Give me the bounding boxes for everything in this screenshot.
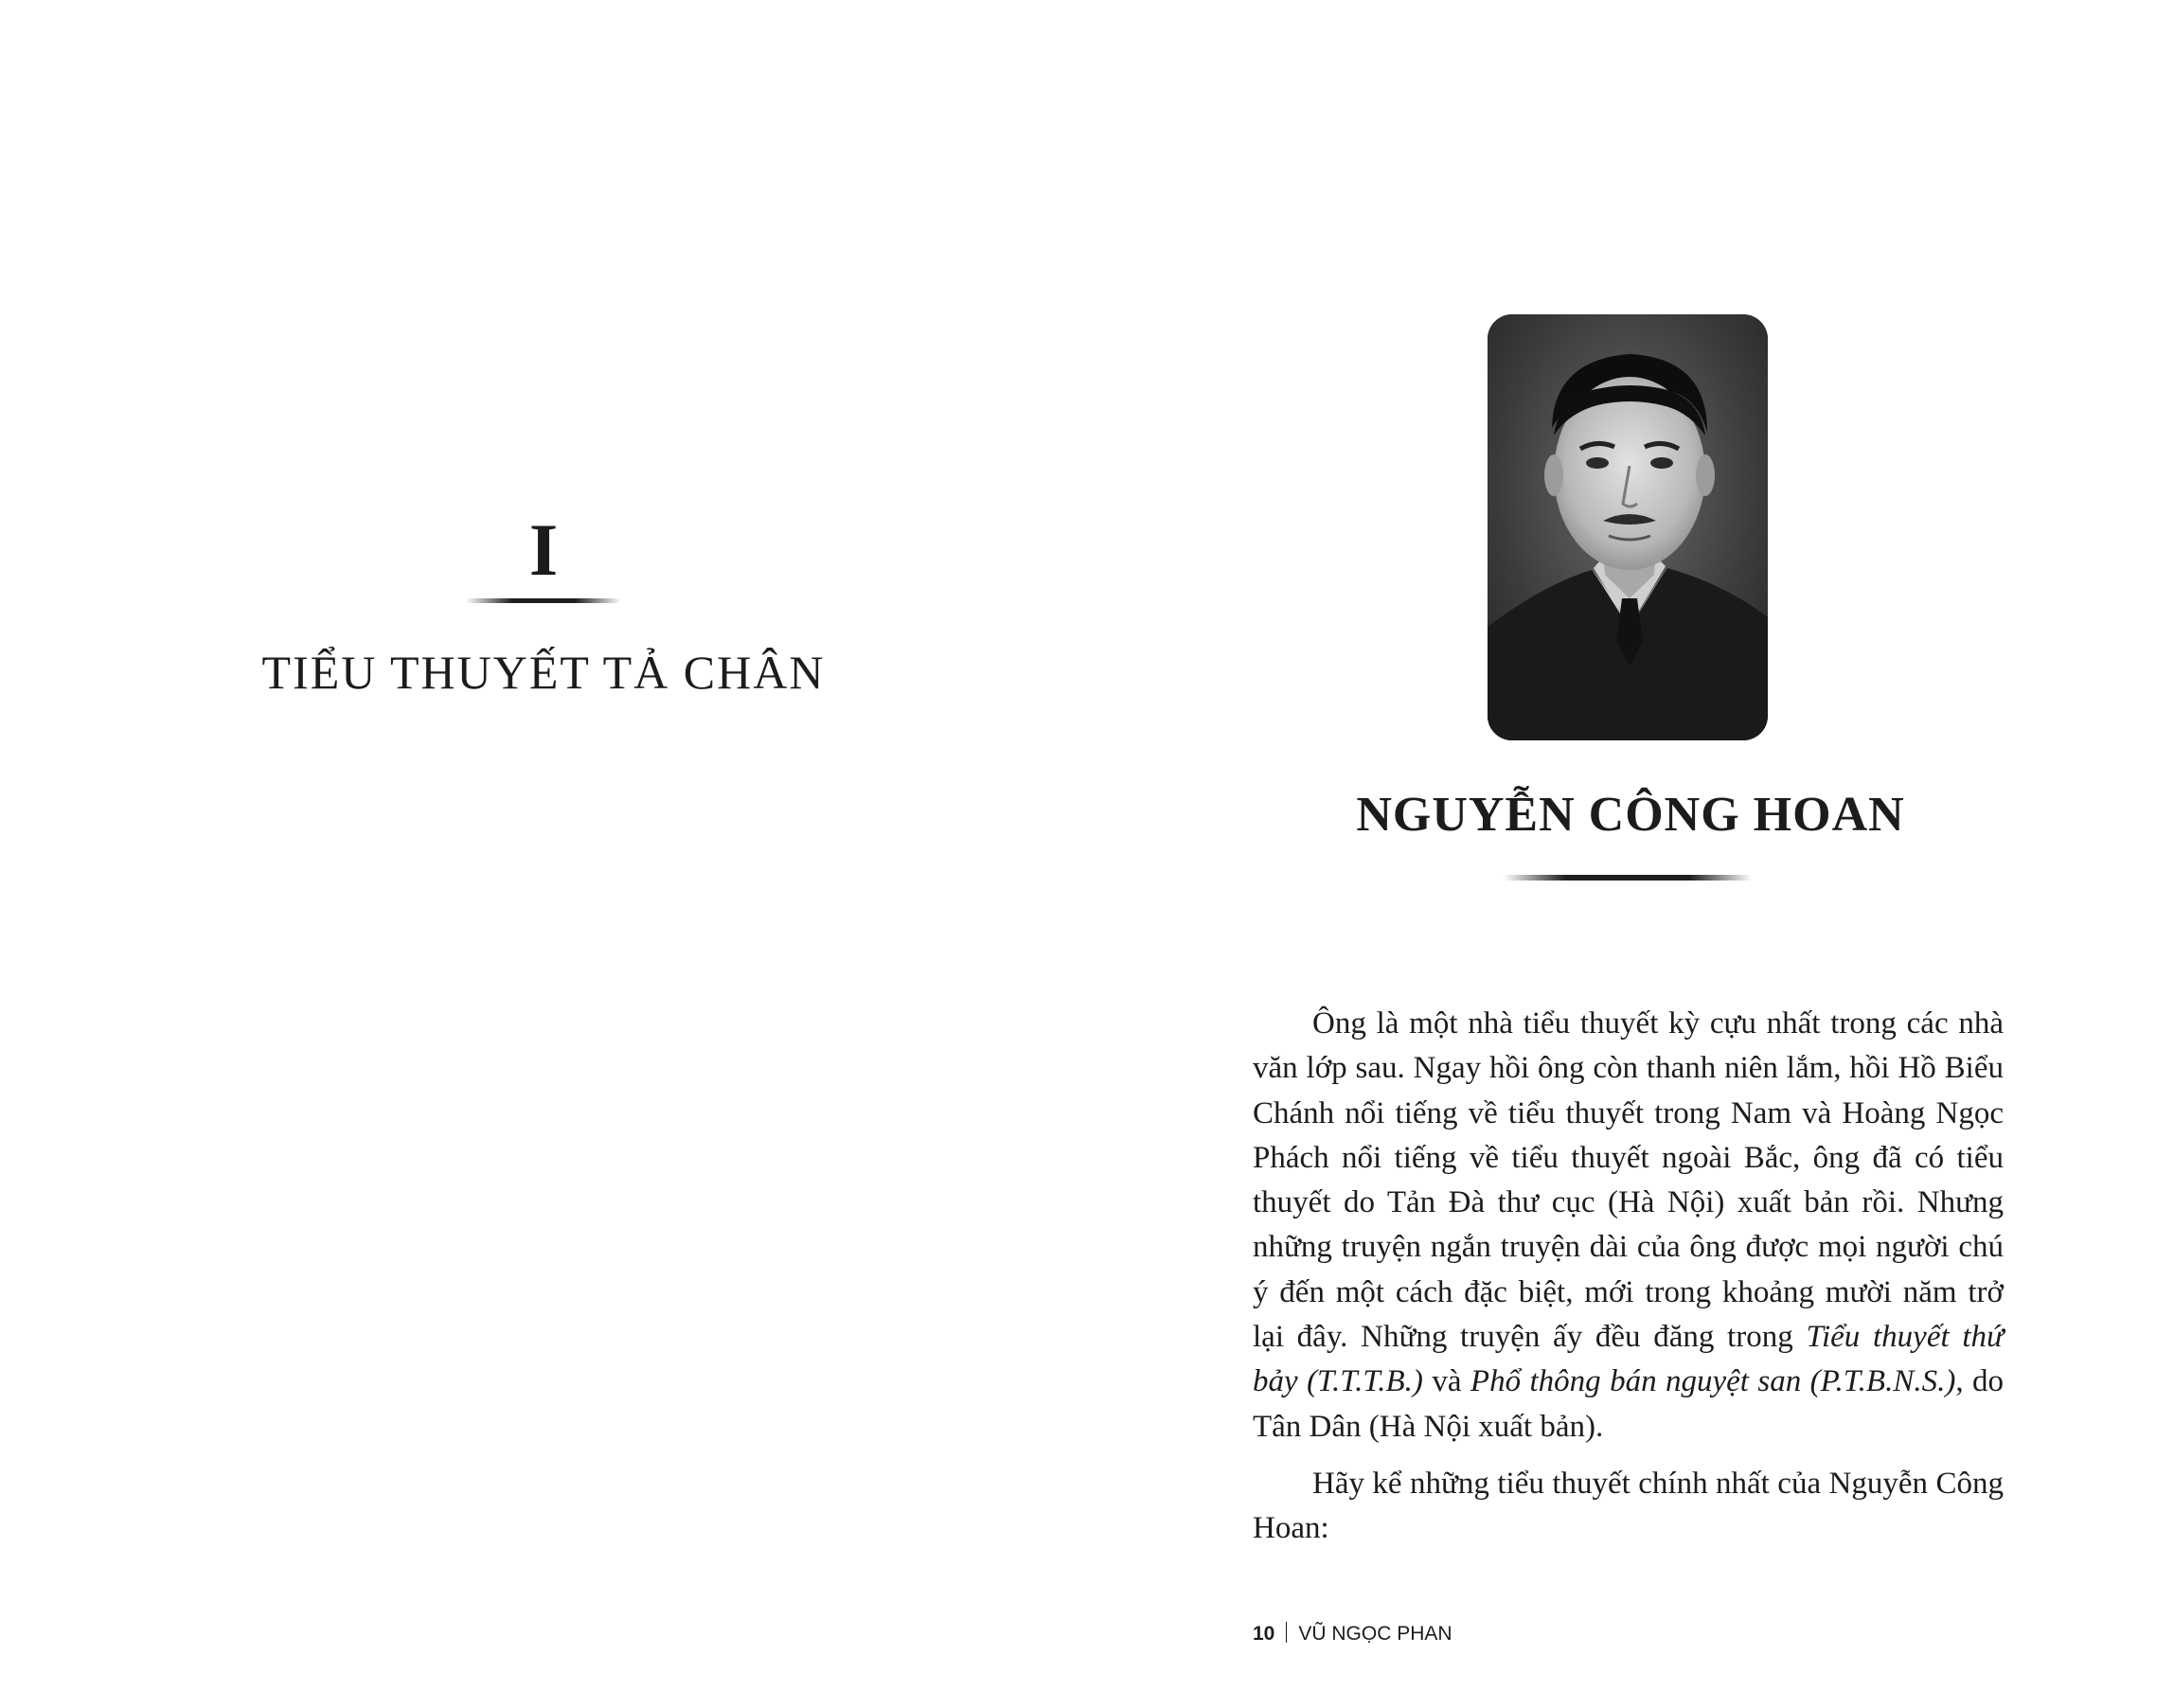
body-paragraph [1253,1002,2004,1450]
paragraph-text: và [1422,1364,1470,1399]
portrait-image [1488,314,1768,740]
footer-separator [1286,1622,1287,1643]
author-divider-rule [1504,875,1752,881]
italic-title: Phổ thông bán nguyệt san (P.T.B.N.S.) [1470,1364,1956,1399]
author-name-heading: NGUYỄN CÔNG HOAN [1356,788,1905,842]
author-portrait-photo [1488,314,1768,740]
paragraph-text: , do Tân Dân (Hà Nội xuất bản). [1253,1364,2004,1444]
body-paragraph: Hãy kể những tiểu thuyết chính nhất của Nguyễn Công Hoan: [1253,1466,2004,1546]
paragraph-text: Ông là một nhà tiểu thuyết kỳ cựu nhất trong các nhà văn lớp sau. Ngay hồi ông còn thanh niên lắm, hồi Hồ Biểu Chánh nổi tiếng về tiểu thuyết trong Nam và Hoàng Ngọc Phách nổi tiếng về tiểu thuyết ngoài Bắc, ông đã có tiểu thuyết do Tản Đà thư cục (Hà Nội) xuất bản rồi. Nhưng những truyện ngắn truyện dài của ông được mọi người chú ý đến một cách đặc biệt, mới trong khoảng mười năm trở lại đây. Những truyện ấy đều đăng trong [1253,1006,2004,1355]
part-title: TIỂU THUYẾT TẢ CHÂN [261,646,826,699]
body-text [1253,1002,2004,1564]
part-numeral: I [528,508,559,591]
page-number: 10 [1253,1623,1275,1645]
part-divider-rule [466,598,621,603]
italic-title: Tiểu thuyết thứ bảy (T.T.T.B.) [1253,1320,2004,1399]
running-head: VŨ NGỌC PHAN [1298,1623,1452,1645]
right-page [1087,0,2174,1708]
page-footer [1253,1621,1452,1647]
